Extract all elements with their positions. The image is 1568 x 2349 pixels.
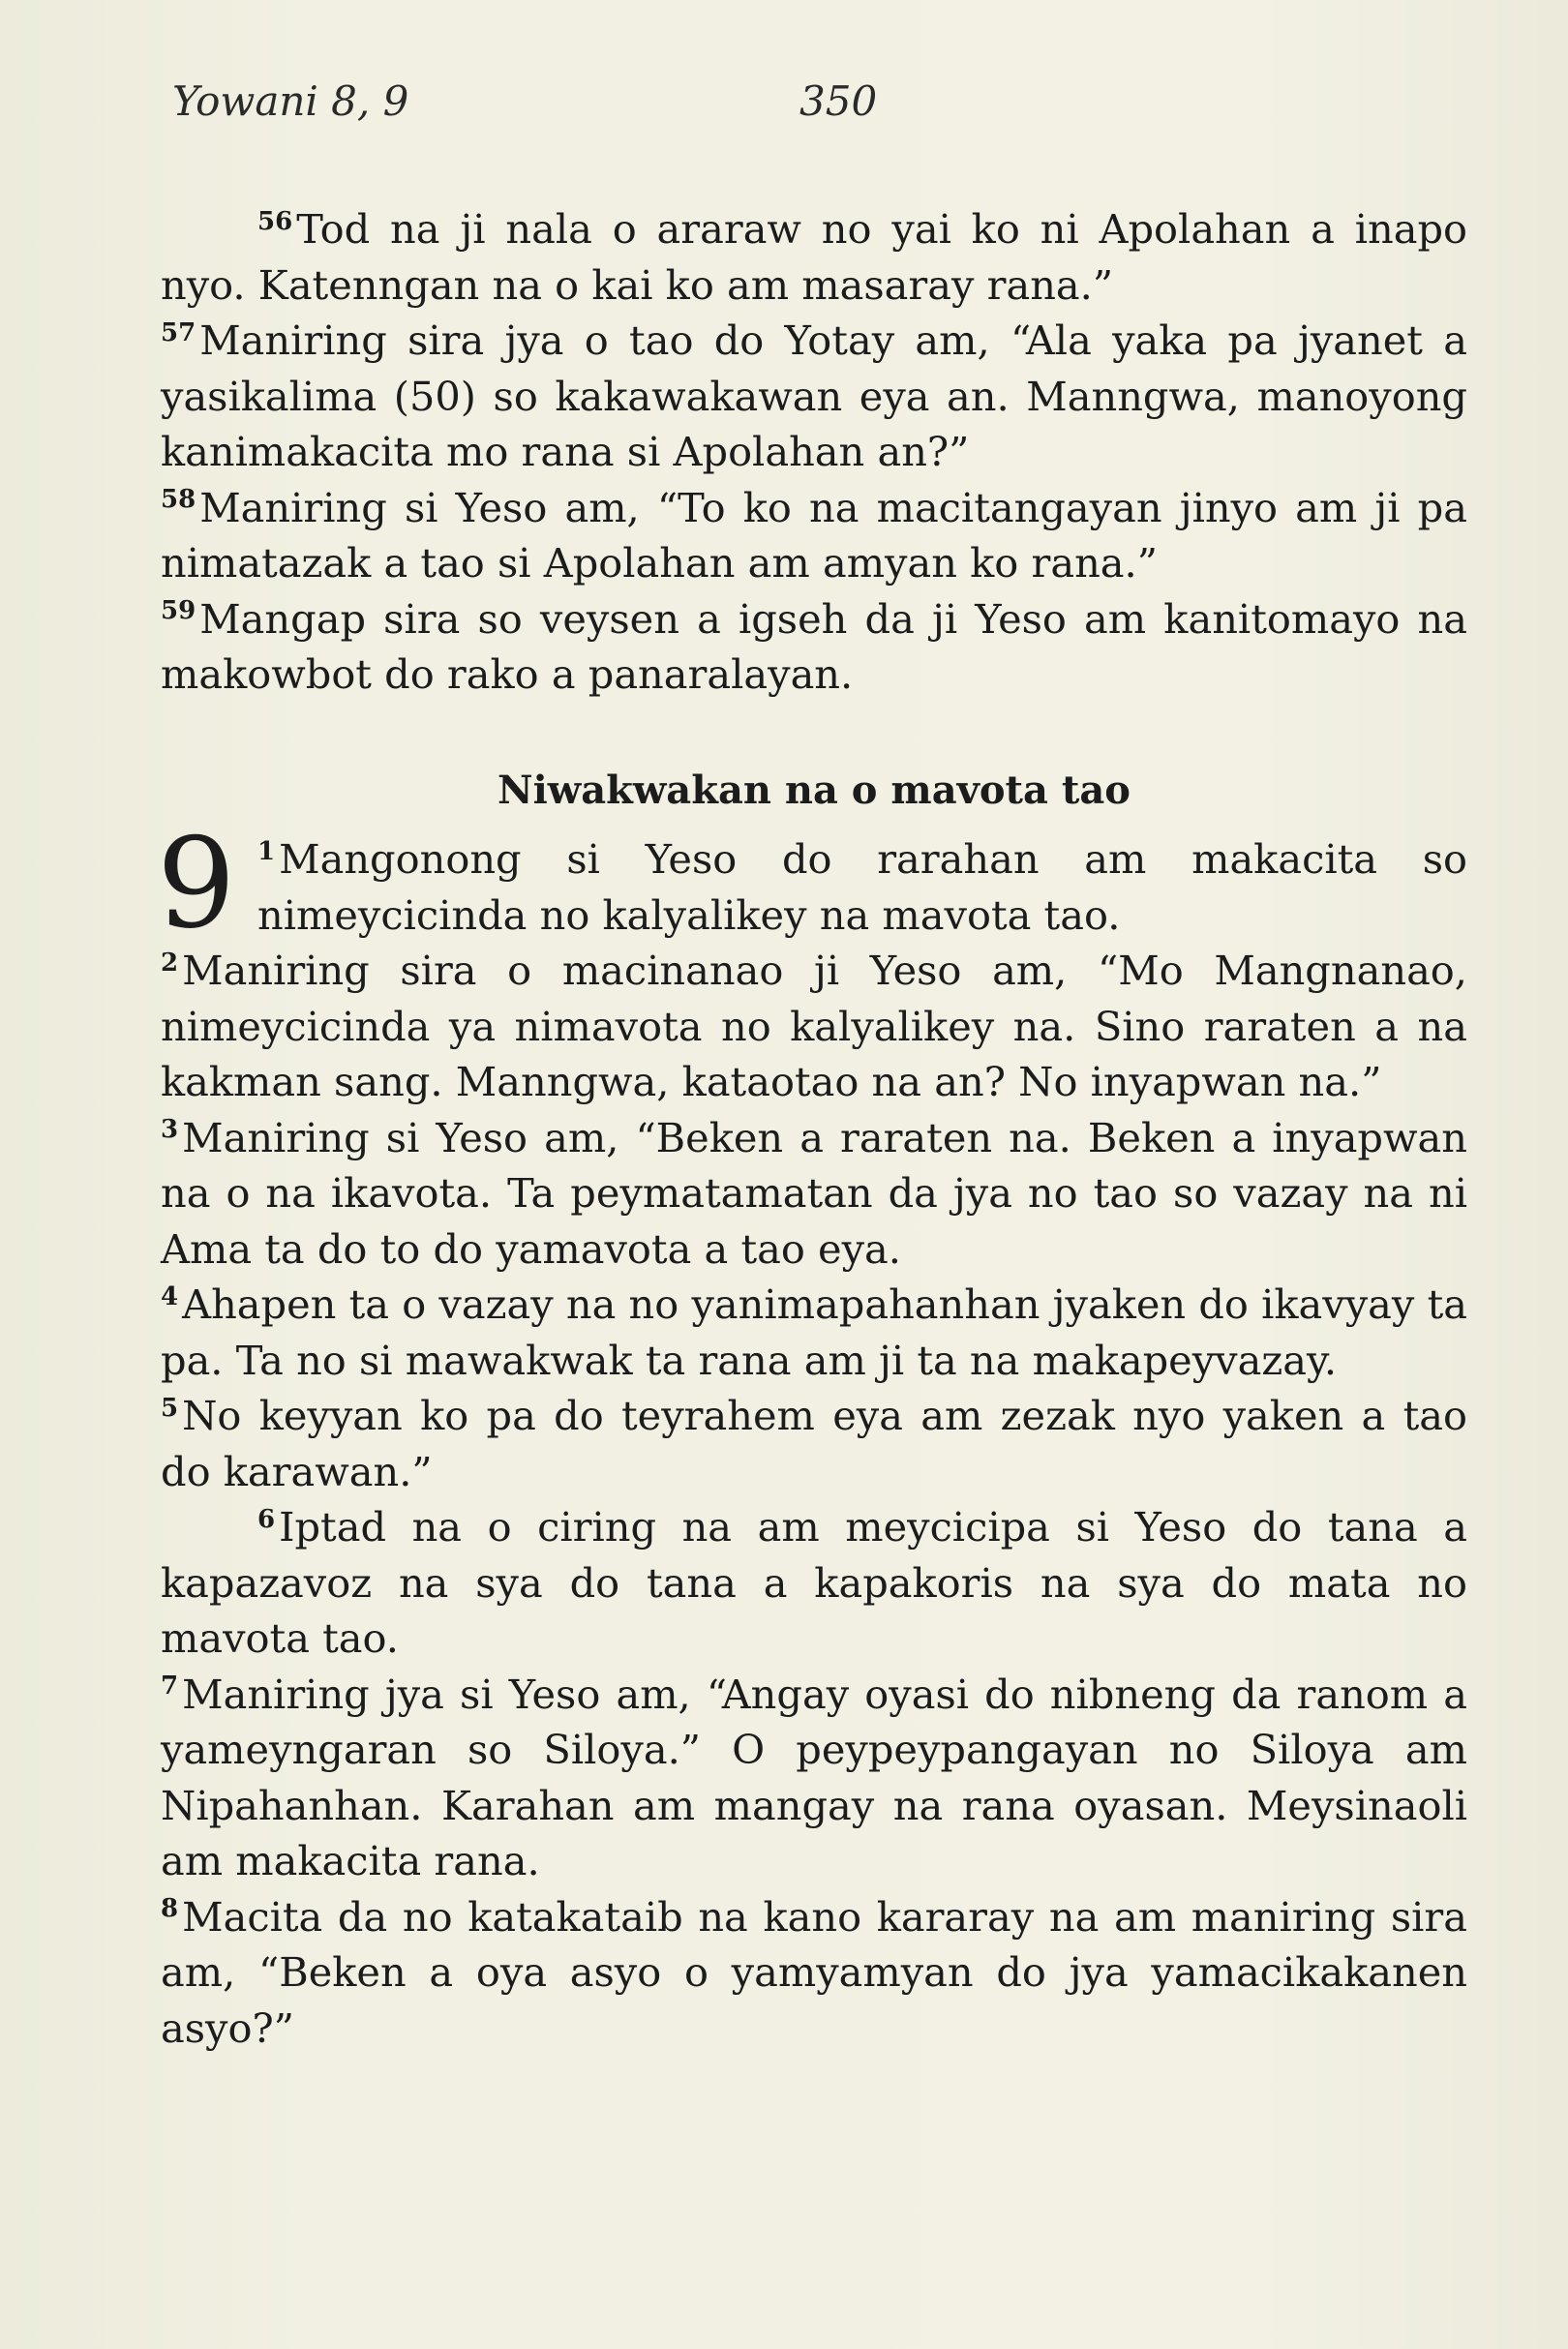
verse-text: Maniring si Yeso am, “To ko na macitangayan jinyo am ji pa nimatazak a tao si Apolahan am amyan ko rana.” bbox=[161, 483, 1467, 587]
verse-number: 1 bbox=[257, 836, 276, 866]
running-head: Yowani 8, 9 bbox=[172, 77, 409, 125]
verse-9-6 bbox=[161, 1499, 1467, 1667]
verse-8-58 bbox=[161, 480, 1467, 591]
verse-text: Maniring sira o macinanao ji Yeso am, “Mo Mangnanao, nimeycicinda ya nimavota no kalyalikey na. Sino raraten a na kakman sang. Manngwa, kataotao na an? No inyapwan na.” bbox=[161, 947, 1467, 1105]
verse-9-1 bbox=[157, 812, 1467, 956]
verse-8-59 bbox=[161, 591, 1467, 703]
verse-text: Maniring si Yeso am, “Beken a raraten na. Beken a inyapwan na o na ikavota. Ta peymatamatan da jya no tao so vazay na ni Ama ta do to do yamavota a tao eya. bbox=[161, 1113, 1467, 1273]
verse-number: 4 bbox=[161, 1281, 179, 1311]
verse-text: Ahapen ta o vazay na no yanimapahanhan jyaken do ikavyay ta pa. Ta no si mawakwak ta rana am ji ta na makapeyvazay. bbox=[161, 1280, 1467, 1384]
verse-number: 56 bbox=[257, 206, 293, 236]
chapter-number: 9 bbox=[157, 812, 236, 956]
verse-text: No keyyan ko pa do teyrahem eya am zezak nyo yaken a tao do karawan.” bbox=[161, 1392, 1467, 1495]
verse-text: Maniring jya si Yeso am, “Angay oyasi do nibneng da ranom a yameyngaran so Siloya.” O peypeypangayan no Siloya am Nipahanhan. Karahan am mangay na rana oyasan. Meysinaoli am makacita rana. bbox=[161, 1670, 1467, 1884]
verse-text: Mangonong si Yeso do rarahan am makacita so nimeycicinda no kalyalikey na mavota tao. bbox=[257, 835, 1467, 939]
verse-9-2 bbox=[161, 943, 1467, 1110]
verse-number: 2 bbox=[161, 948, 179, 978]
verse-text: Iptad na o ciring na am meycicipa si Yeso do tana a kapazavoz na sya do tana a kapakoris na sya do mata no mavota tao. bbox=[161, 1503, 1467, 1662]
verse-9-7 bbox=[161, 1667, 1467, 1889]
verse-9-8 bbox=[161, 1889, 1467, 2057]
verse-number: 58 bbox=[161, 485, 196, 515]
verse-9-3 bbox=[161, 1110, 1467, 1278]
section-heading: Niwakwakan na o mavota tao bbox=[498, 767, 1131, 813]
verse-text: Tod na ji nala o araraw no yai ko ni Apolahan a inapo nyo. Katenngan na o kai ko am masaray rana.” bbox=[161, 205, 1467, 309]
verse-number: 5 bbox=[161, 1393, 179, 1423]
verse-number: 8 bbox=[161, 1894, 179, 1924]
verse-number: 3 bbox=[161, 1115, 179, 1145]
verse-9-5 bbox=[161, 1388, 1467, 1499]
verse-text: Macita da no katakataib na kano kararay na am maniring sira am, “Beken a oya asyo o yamyamyan do jya yamacikakanen asyo?” bbox=[161, 1892, 1467, 2052]
verse-9-4 bbox=[161, 1277, 1467, 1388]
verse-number: 57 bbox=[161, 317, 196, 347]
verse-8-56 bbox=[161, 201, 1467, 313]
verse-text: Mangap sira so veysen a igseh da ji Yeso am kanitomayo na makowbot do rako a panaralayan. bbox=[161, 594, 1467, 698]
verse-text: Maniring sira jya o tao do Yotay am, “Ala yaka pa jyanet a yasikalima (50) so kakawakawan eya an. Manngwa, manoyong kanimakacita mo rana si Apolahan an?” bbox=[161, 316, 1467, 475]
page-number: 350 bbox=[799, 77, 878, 125]
verse-8-57 bbox=[161, 313, 1467, 480]
verse-number: 59 bbox=[161, 596, 196, 626]
verse-number: 7 bbox=[161, 1671, 179, 1702]
verse-number: 6 bbox=[257, 1504, 276, 1534]
page-body bbox=[157, 201, 1467, 2056]
